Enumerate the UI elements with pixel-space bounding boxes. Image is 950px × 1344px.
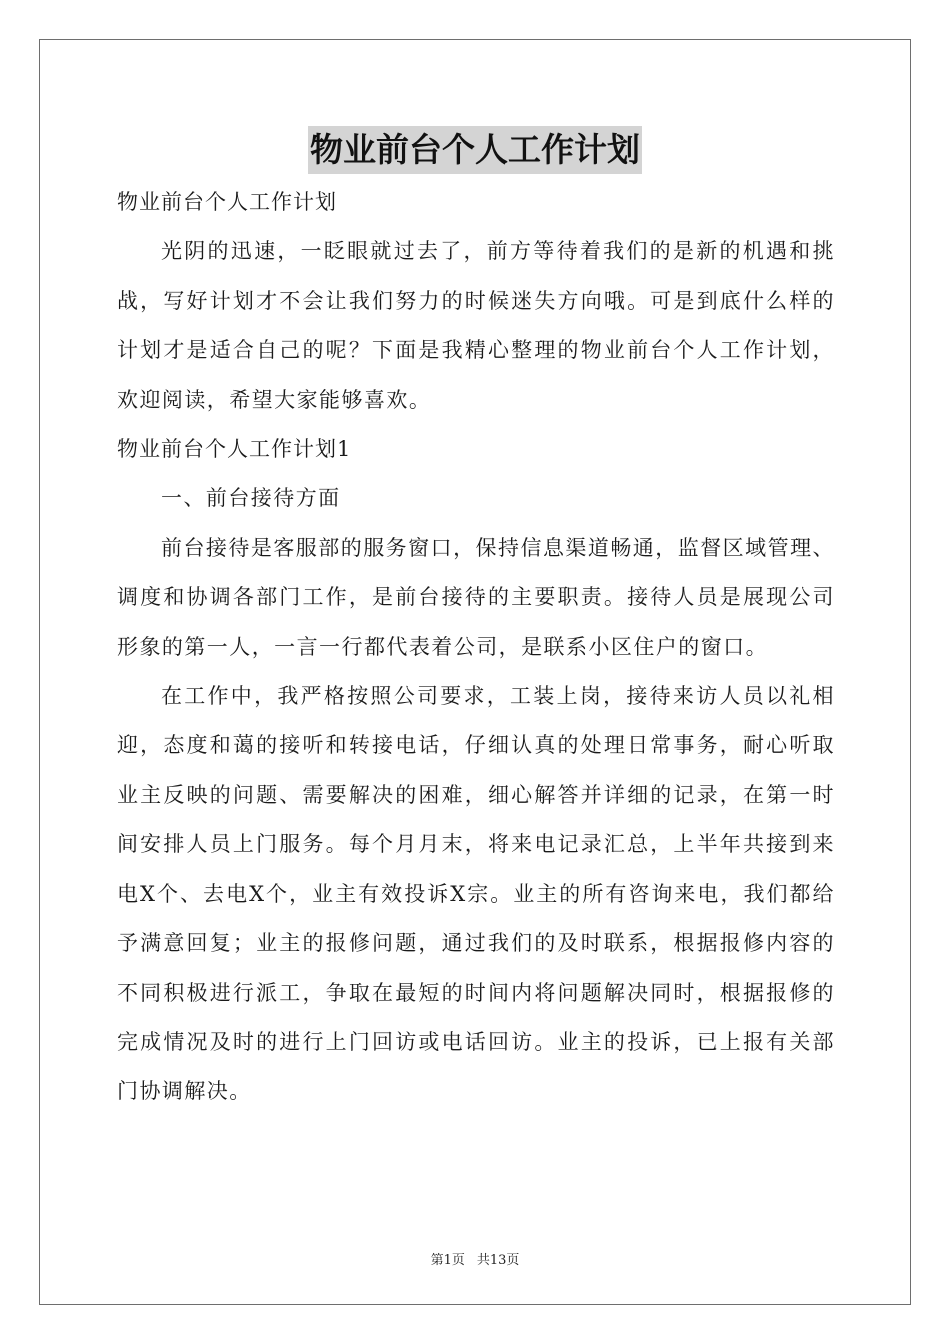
- section-heading: 物业前台个人工作计划1: [117, 437, 352, 462]
- body-paragraph-1: 前台接待是客服部的服务窗口，保持信息渠道畅通，监督区域管理、调度和协调各部门工作，是前台接待的主要职责。接待人员是展现公司形象的第一人，一言一行都代表着公司，是联系小区住户的窗口。: [117, 535, 835, 659]
- page-total: 共13页: [476, 1253, 520, 1268]
- document-body: [117, 178, 835, 1117]
- document-subtitle: 物业前台个人工作计划: [117, 190, 337, 214]
- page-number: 第1页: [430, 1253, 465, 1268]
- body-paragraph-2: 在工作中，我严格按照公司要求，工装上岗，接待来访人员以礼相迎，态度和蔼的接听和转接电话，仔细认真的处理日常事务，耐心听取业主反映的问题、需要解决的困难，细心解答并详细的记录，在第一时间安排人员上门服务。每个月月末，将来电记录汇总，上半年共接到来电X个、去电X个，业主有效投诉X宗。业主的所有咨询来电，我们都给予满意回复；业主的报修问题，通过我们的及时联系，根据报修内容的不同积极进行派工，争取在最短的时间内将问题解决同时，根据报修的完成情况及时的进行上门回访或电话回访。业主的投诉，已上报有关部门协调解决。: [117, 684, 835, 1104]
- intro-paragraph: 光阴的迅速，一眨眼就过去了，前方等待着我们的是新的机遇和挑战，写好计划才不会让我们努力的时候迷失方向哦。可是到底什么样的计划才是适合自己的呢？下面是我精心整理的物业前台个人工作计划，欢迎阅读，希望大家能够喜欢。: [117, 239, 835, 412]
- subsection-heading: 一、前台接待方面: [161, 486, 341, 511]
- page-footer: [0, 1249, 950, 1268]
- document-title: [0, 126, 950, 174]
- document-title-text: 物业前台个人工作计划: [308, 126, 642, 174]
